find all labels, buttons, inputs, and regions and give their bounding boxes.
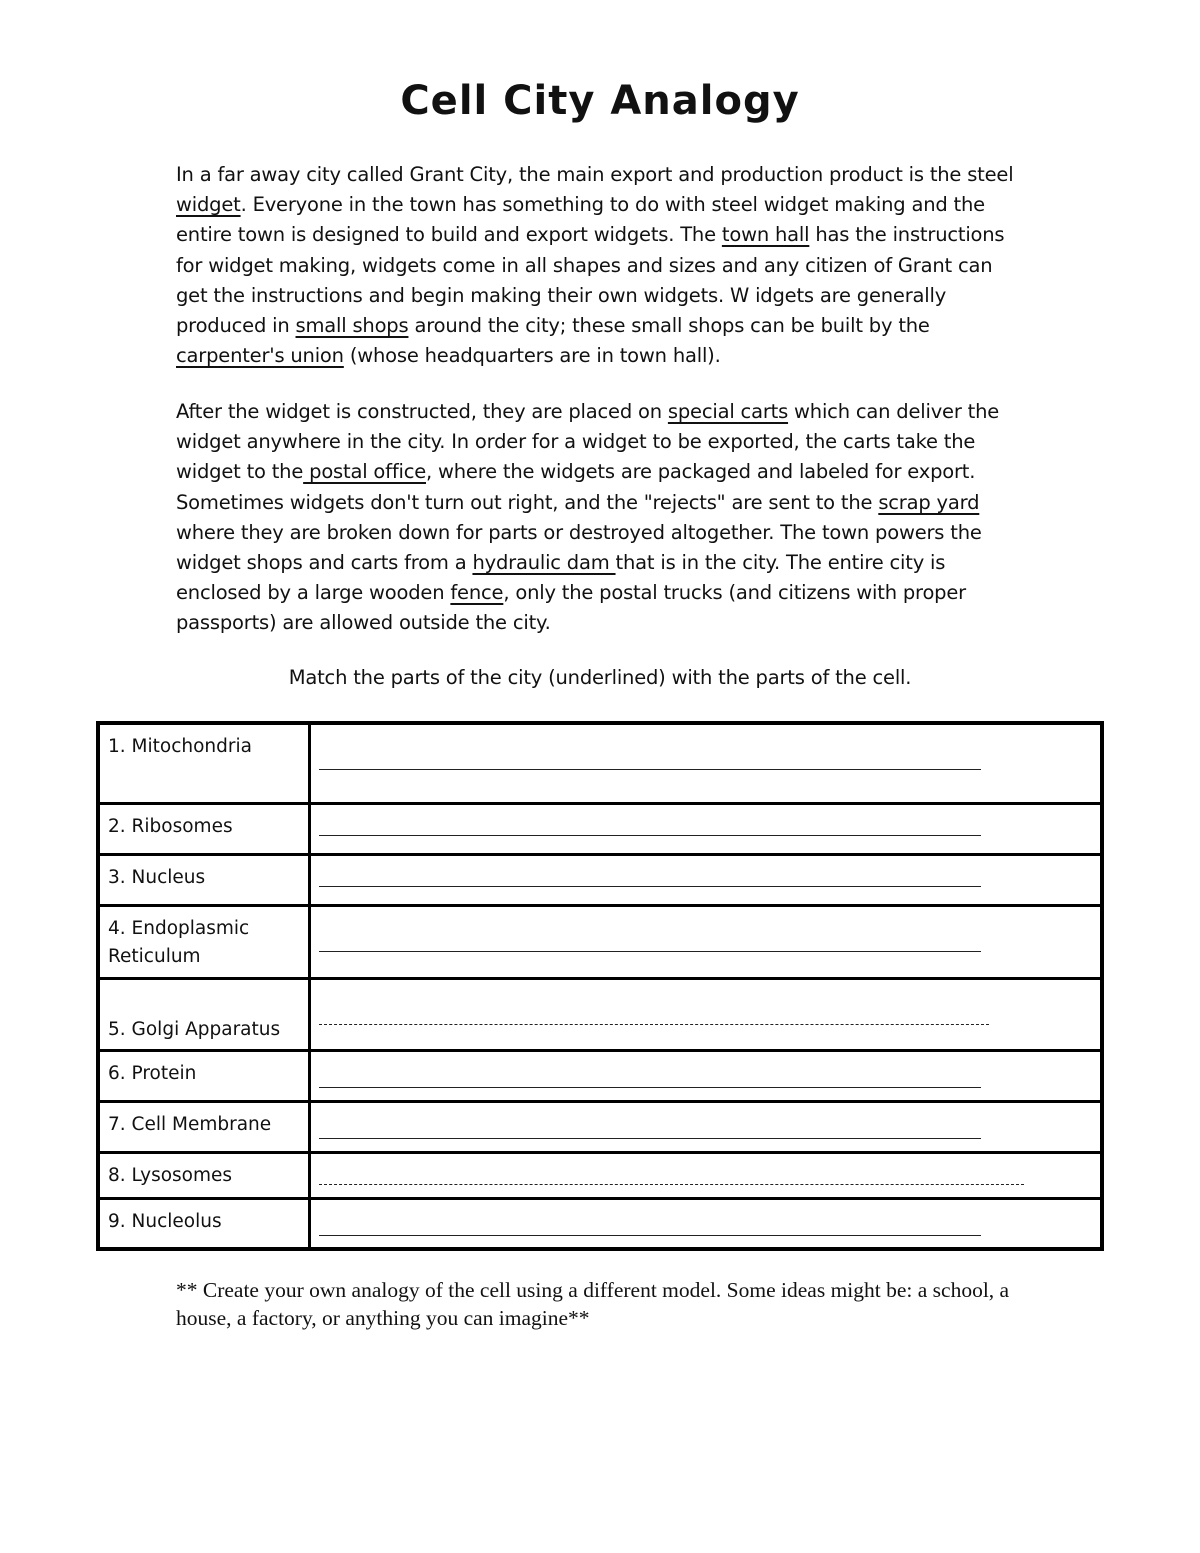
underlined-term-hydraulic-dam: hydraulic dam — [472, 551, 616, 575]
table-row — [98, 1198, 1102, 1249]
underlined-term-postal-office: postal office — [303, 460, 427, 484]
table-row — [98, 803, 1102, 854]
table-row — [98, 905, 1102, 978]
table-row — [98, 1101, 1102, 1152]
underlined-term-scrap-yard: scrap yard — [878, 490, 980, 514]
cell-part-label: 4. Endoplasmic Reticulum — [98, 905, 309, 978]
text: (whose headquarters are in town hall). — [343, 344, 721, 368]
answer-cell[interactable] — [309, 1101, 1102, 1152]
cell-part-label: 3. Nucleus — [98, 854, 309, 905]
cell-part-label — [98, 978, 309, 1050]
story-paragraph-2 — [176, 397, 1026, 639]
text: which can deliver the widget anywhere in the city. In order for a widget to be exported, the carts take the widget to the — [176, 400, 1000, 484]
answer-line[interactable] — [319, 951, 981, 952]
table-row — [98, 978, 1102, 1050]
answer-cell[interactable] — [309, 1152, 1102, 1198]
text: In a far away city called Grant City, the main export and production product is the steel — [176, 163, 1014, 186]
matching-instructions: Match the parts of the city (underlined) with the parts of the cell. — [288, 666, 912, 689]
matching-table — [96, 721, 1104, 1251]
cell-part-label: 2. Ribosomes — [98, 803, 309, 854]
text: around the city; these small shops can be built by the — [408, 314, 930, 338]
answer-cell[interactable] — [309, 1050, 1102, 1101]
text: that is in the city. The entire city is enclosed by a large wooden — [176, 551, 946, 605]
answer-line[interactable] — [319, 769, 981, 770]
answer-cell[interactable] — [309, 905, 1102, 978]
answer-line[interactable] — [319, 1138, 981, 1139]
cell-part-label-text: 5. Golgi Apparatus — [108, 1018, 281, 1040]
underlined-term-small-shops: small shops — [295, 314, 409, 338]
text: . Everyone in the town has something to do with steel widget making and the entire town is designed to build and export widgets. The — [176, 193, 985, 247]
underlined-term-fence: fence — [450, 581, 504, 605]
table-row — [98, 723, 1102, 803]
cell-part-label: 6. Protein — [98, 1050, 309, 1101]
cell-part-label: 8. Lysosomes — [98, 1152, 309, 1198]
answer-cell[interactable] — [309, 854, 1102, 905]
answer-cell[interactable] — [309, 803, 1102, 854]
answer-cell[interactable] — [309, 1198, 1102, 1249]
footer-prompt: ** Create your own analogy of the cell using a different model. Some ideas might be: a school, a house, a factory, or anything you can imagine** — [176, 1278, 1010, 1330]
answer-line[interactable] — [319, 835, 981, 836]
underlined-term-town-hall: town hall — [721, 223, 810, 247]
answer-cell[interactable] — [309, 978, 1102, 1050]
table-row — [98, 854, 1102, 905]
underlined-term-carpenters-union: carpenter's union — [176, 344, 344, 368]
text: , only the postal trucks (and citizens with proper passports) are allowed outside the city. — [176, 581, 966, 635]
underlined-term-special-carts: special carts — [667, 400, 789, 423]
answer-line[interactable] — [319, 886, 981, 887]
underlined-term-widget: widget — [176, 193, 241, 217]
answer-cell[interactable] — [309, 723, 1102, 803]
table-row — [98, 1050, 1102, 1101]
text: where they are broken down for parts or destroyed altogether. The town powers the widget shops and carts from a — [176, 520, 982, 575]
text: , where the widgets are packaged and labeled for export. Sometimes widgets don't turn out right, and the "rejects" are sent to the — [176, 460, 976, 514]
story-paragraph-1 — [176, 160, 1026, 371]
answer-line[interactable] — [319, 1235, 981, 1236]
cell-part-label: 7. Cell Membrane — [98, 1101, 309, 1152]
cell-part-label: 9. Nucleolus — [98, 1198, 309, 1249]
cell-part-label: 1. Mitochondria — [98, 723, 309, 803]
page-title: Cell City Analogy — [400, 78, 800, 124]
text: has the instructions for widget making, widgets come in all shapes and sizes and any citizen of Grant can get the instructions and begin making their own widgets. W idgets are generally produced in — [176, 223, 1005, 338]
table-row — [98, 1152, 1102, 1198]
text: After the widget is constructed, they are placed on — [176, 400, 668, 423]
answer-line[interactable] — [319, 1024, 989, 1025]
answer-line[interactable] — [319, 1184, 1024, 1185]
answer-line[interactable] — [319, 1087, 981, 1088]
